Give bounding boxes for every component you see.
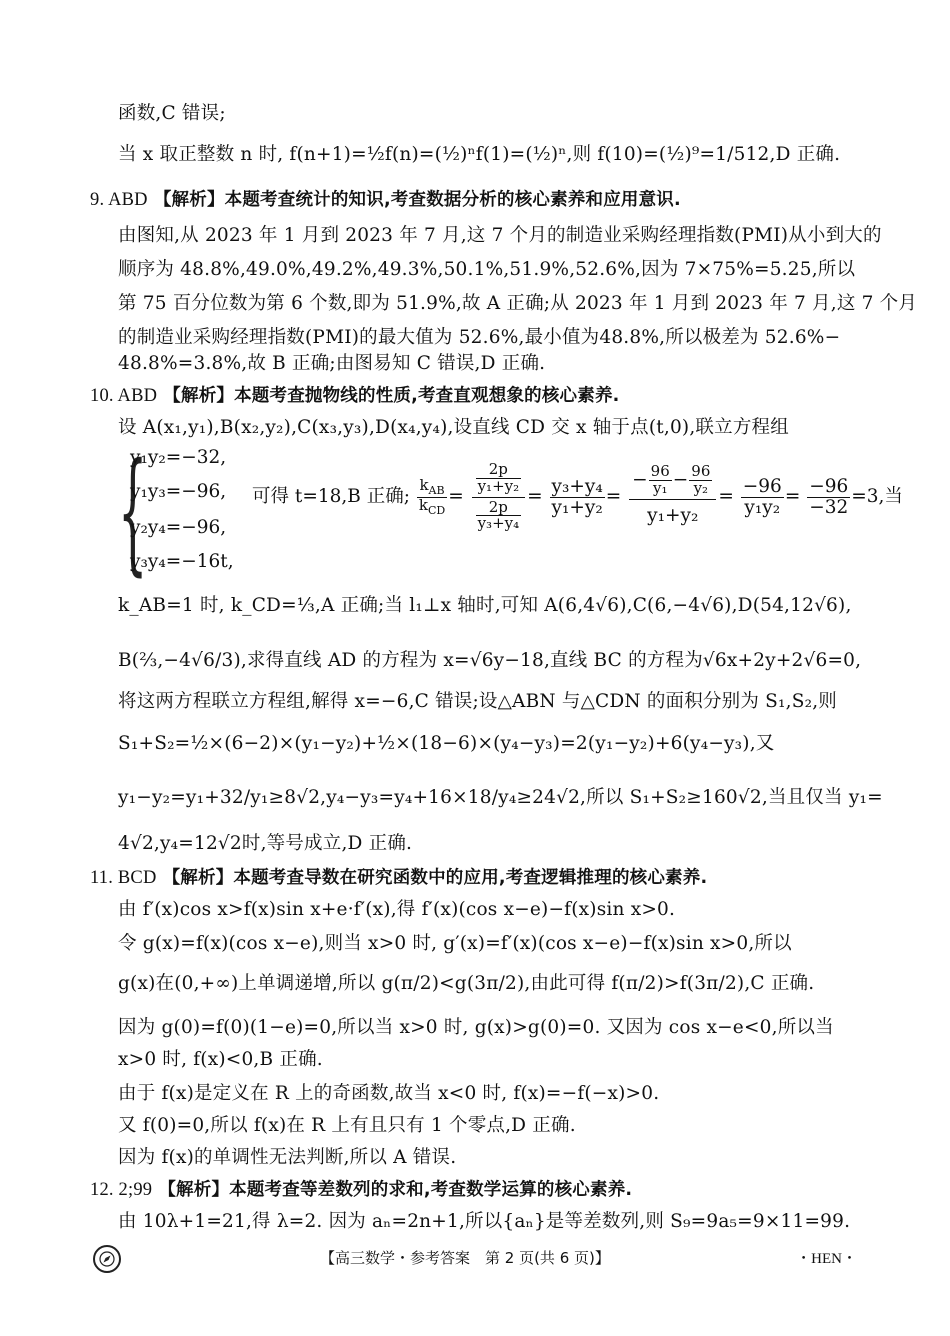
ratio-tail: =3,当: [851, 486, 903, 507]
text-line: g(x)在(0,+∞)上单调递增,所以 g(π/2)<g(3π/2),由此可得 f(π/2)>f(3π/2),C 正确.: [118, 973, 815, 994]
question-number: 10. ABD: [90, 386, 158, 406]
fraction: $\frac{\text{y₃+y₄}}{\text{y₁+y₂}}$: [551, 476, 603, 518]
system-row: y₁y₃=−96,: [130, 481, 227, 502]
analysis-tag: 【解析】本题考查导数在研究函数中的应用,考查逻辑推理的核心素养.: [162, 868, 708, 888]
compass-logo-icon: [93, 1245, 121, 1273]
text-line: 函数,C 错误;: [118, 103, 226, 124]
page-footer: [0, 1245, 950, 1281]
analysis-tag: 【解析】本题考查统计的知识,考查数据分析的核心素养和应用意识.: [153, 190, 681, 210]
text-line: 的制造业采购经理指数(PMI)的最大值为 52.6%,最小值为48.8%,所以极差为 52.6%−: [118, 327, 841, 348]
text-line: 4√2,y₄=12√2时,等号成立,D 正确.: [118, 833, 413, 854]
system-row: y₂y₄=−96,: [130, 517, 227, 538]
question-number: 11. BCD: [90, 868, 157, 888]
text-line: k_AB=1 时, k_CD=⅓,A 正确;当 l₁⊥x 轴时,可知 A(6,4√6),C(6,−4√6),D(54,12√6),: [118, 595, 852, 616]
question-number: 9. ABD: [90, 190, 148, 210]
slope-ratio: 可得 t=18,B 正确; $\frac{k_{AB}}{k_{CD}}$ = $\frac{\frac{2p}{\text{y₁+y₂}}}{\frac{2p}{\text{y₃+y₄}}}$ = $\frac{\text{y₃+y₄}}{\text{y₁+y₂}}$ = − $\frac{96}{\text{y₁}}$ − $\frac{96}{\text{y₂}}$ y₁+y₂ = $\frac{-96}{\text{y₁y₂}}$ = $\frac{-96}{-32}$ =3,当: [252, 460, 903, 533]
fraction: $\frac{\frac{2p}{\text{y₁+y₂}}}{\frac{2p}{\text{y₃+y₄}}}$: [472, 462, 526, 532]
text-line: 将这两方程联立方程组,解得 x=−6,C 错误;设△ABN 与△CDN 的面积分别为 S₁,S₂,则: [118, 691, 837, 712]
equation-system: [118, 435, 248, 589]
text-line: 又 f(0)=0,所以 f(x)在 R 上有且只有 1 个零点,D 正确.: [118, 1115, 576, 1136]
system-row: y₁y₂=−32,: [130, 447, 227, 468]
text-line: 因为 g(0)=f(0)(1−e)=0,所以当 x>0 时, g(x)>g(0)=0. 又因为 cos x−e<0,所以当: [118, 1017, 834, 1038]
text-line: B(⅔,−4√6/3),求得直线 AD 的方程为 x=√6y−18,直线 BC 的方程为√6x+2y+2√6=0,: [118, 650, 862, 671]
text-line: S₁+S₂=½×(6−2)×(y₁−y₂)+½×(18−6)×(y₄−y₃)=2(y₁−y₂)+6(y₄−y₃),又: [118, 733, 775, 754]
fraction: $\frac{k_{AB}}{k_{CD}}$: [418, 475, 446, 517]
text-line: x>0 时, f(x)<0,B 正确.: [118, 1049, 323, 1070]
text-line: 由于 f(x)是定义在 R 上的奇函数,故当 x<0 时, f(x)=−f(−x)>0.: [118, 1083, 660, 1104]
text-line: 第 75 百分位数为第 6 个数,即为 51.9%,故 A 正确;从 2023 年 1 月到 2023 年 7 月,这 7 个月: [118, 293, 918, 314]
ratio-lead: 可得 t=18,B 正确;: [252, 486, 410, 507]
footer-page-info: 【高三数学・参考答案 第 2 页(共 6 页)】: [320, 1249, 610, 1267]
text-line: 顺序为 48.8%,49.0%,49.2%,49.3%,50.1%,51.9%,52.6%,因为 7×75%=5.25,所以: [118, 259, 856, 280]
text-line: 因为 f(x)的单调性无法判断,所以 A 错误.: [118, 1147, 457, 1168]
question-10-header: [90, 382, 620, 410]
system-row: y₃y₄=−16t,: [130, 551, 234, 572]
question-12-header: [90, 1176, 632, 1204]
analysis-tag: 【解析】本题考查等差数列的求和,考查数学运算的核心素养.: [158, 1180, 633, 1200]
fraction: − $\frac{96}{\text{y₁}}$ − $\frac{96}{\text{y₂}}$ y₁+y₂: [629, 464, 716, 530]
text-line: y₁−y₂=y₁+32/y₁≥8√2,y₄−y₃=y₄+16×18/y₄≥24√2,所以 S₁+S₂≥160√2,当且仅当 y₁=: [118, 787, 883, 808]
text-line: 设 A(x₁,y₁),B(x₂,y₂),C(x₃,y₃),D(x₄,y₄),设直线 CD 交 x 轴于点(t,0),联立方程组: [118, 417, 789, 438]
question-11-header: [90, 864, 707, 892]
analysis-tag: 【解析】本题考查抛物线的性质,考查直观想象的核心素养.: [163, 386, 620, 406]
brace: {: [118, 435, 148, 589]
question-number: 12. 2;99: [90, 1180, 153, 1200]
text-line: 当 x 取正整数 n 时, f(n+1)=½f(n)=(½)ⁿf(1)=(½)ⁿ,则 f(10)=(½)⁹=1/512,D 正确.: [118, 144, 841, 165]
text-line: 由 f′(x)cos x>f(x)sin x+e·f′(x),得 f′(x)(cos x−e)−f(x)sin x>0.: [118, 899, 676, 920]
text-line: 48.8%=3.8%,故 B 正确;由图易知 C 错误,D 正确.: [118, 353, 546, 374]
text-line: 由 10λ+1=21,得 λ=2. 因为 aₙ=2n+1,所以{aₙ}是等差数列,则 S₉=9a₅=9×11=99.: [118, 1211, 851, 1232]
text-line: 令 g(x)=f(x)(cos x−e),则当 x>0 时, g′(x)=f′(x)(cos x−e)−f(x)sin x>0,所以: [118, 933, 792, 954]
fraction: $\frac{-96}{-32}$: [809, 476, 849, 518]
footer-code: ・HEN・: [796, 1251, 857, 1267]
question-9-header: [90, 186, 681, 214]
fraction: $\frac{-96}{\text{y₁y₂}}$: [742, 476, 782, 518]
text-line: 由图知,从 2023 年 1 月到 2023 年 7 月,这 7 个月的制造业采购经理指数(PMI)从小到大的: [118, 225, 882, 246]
